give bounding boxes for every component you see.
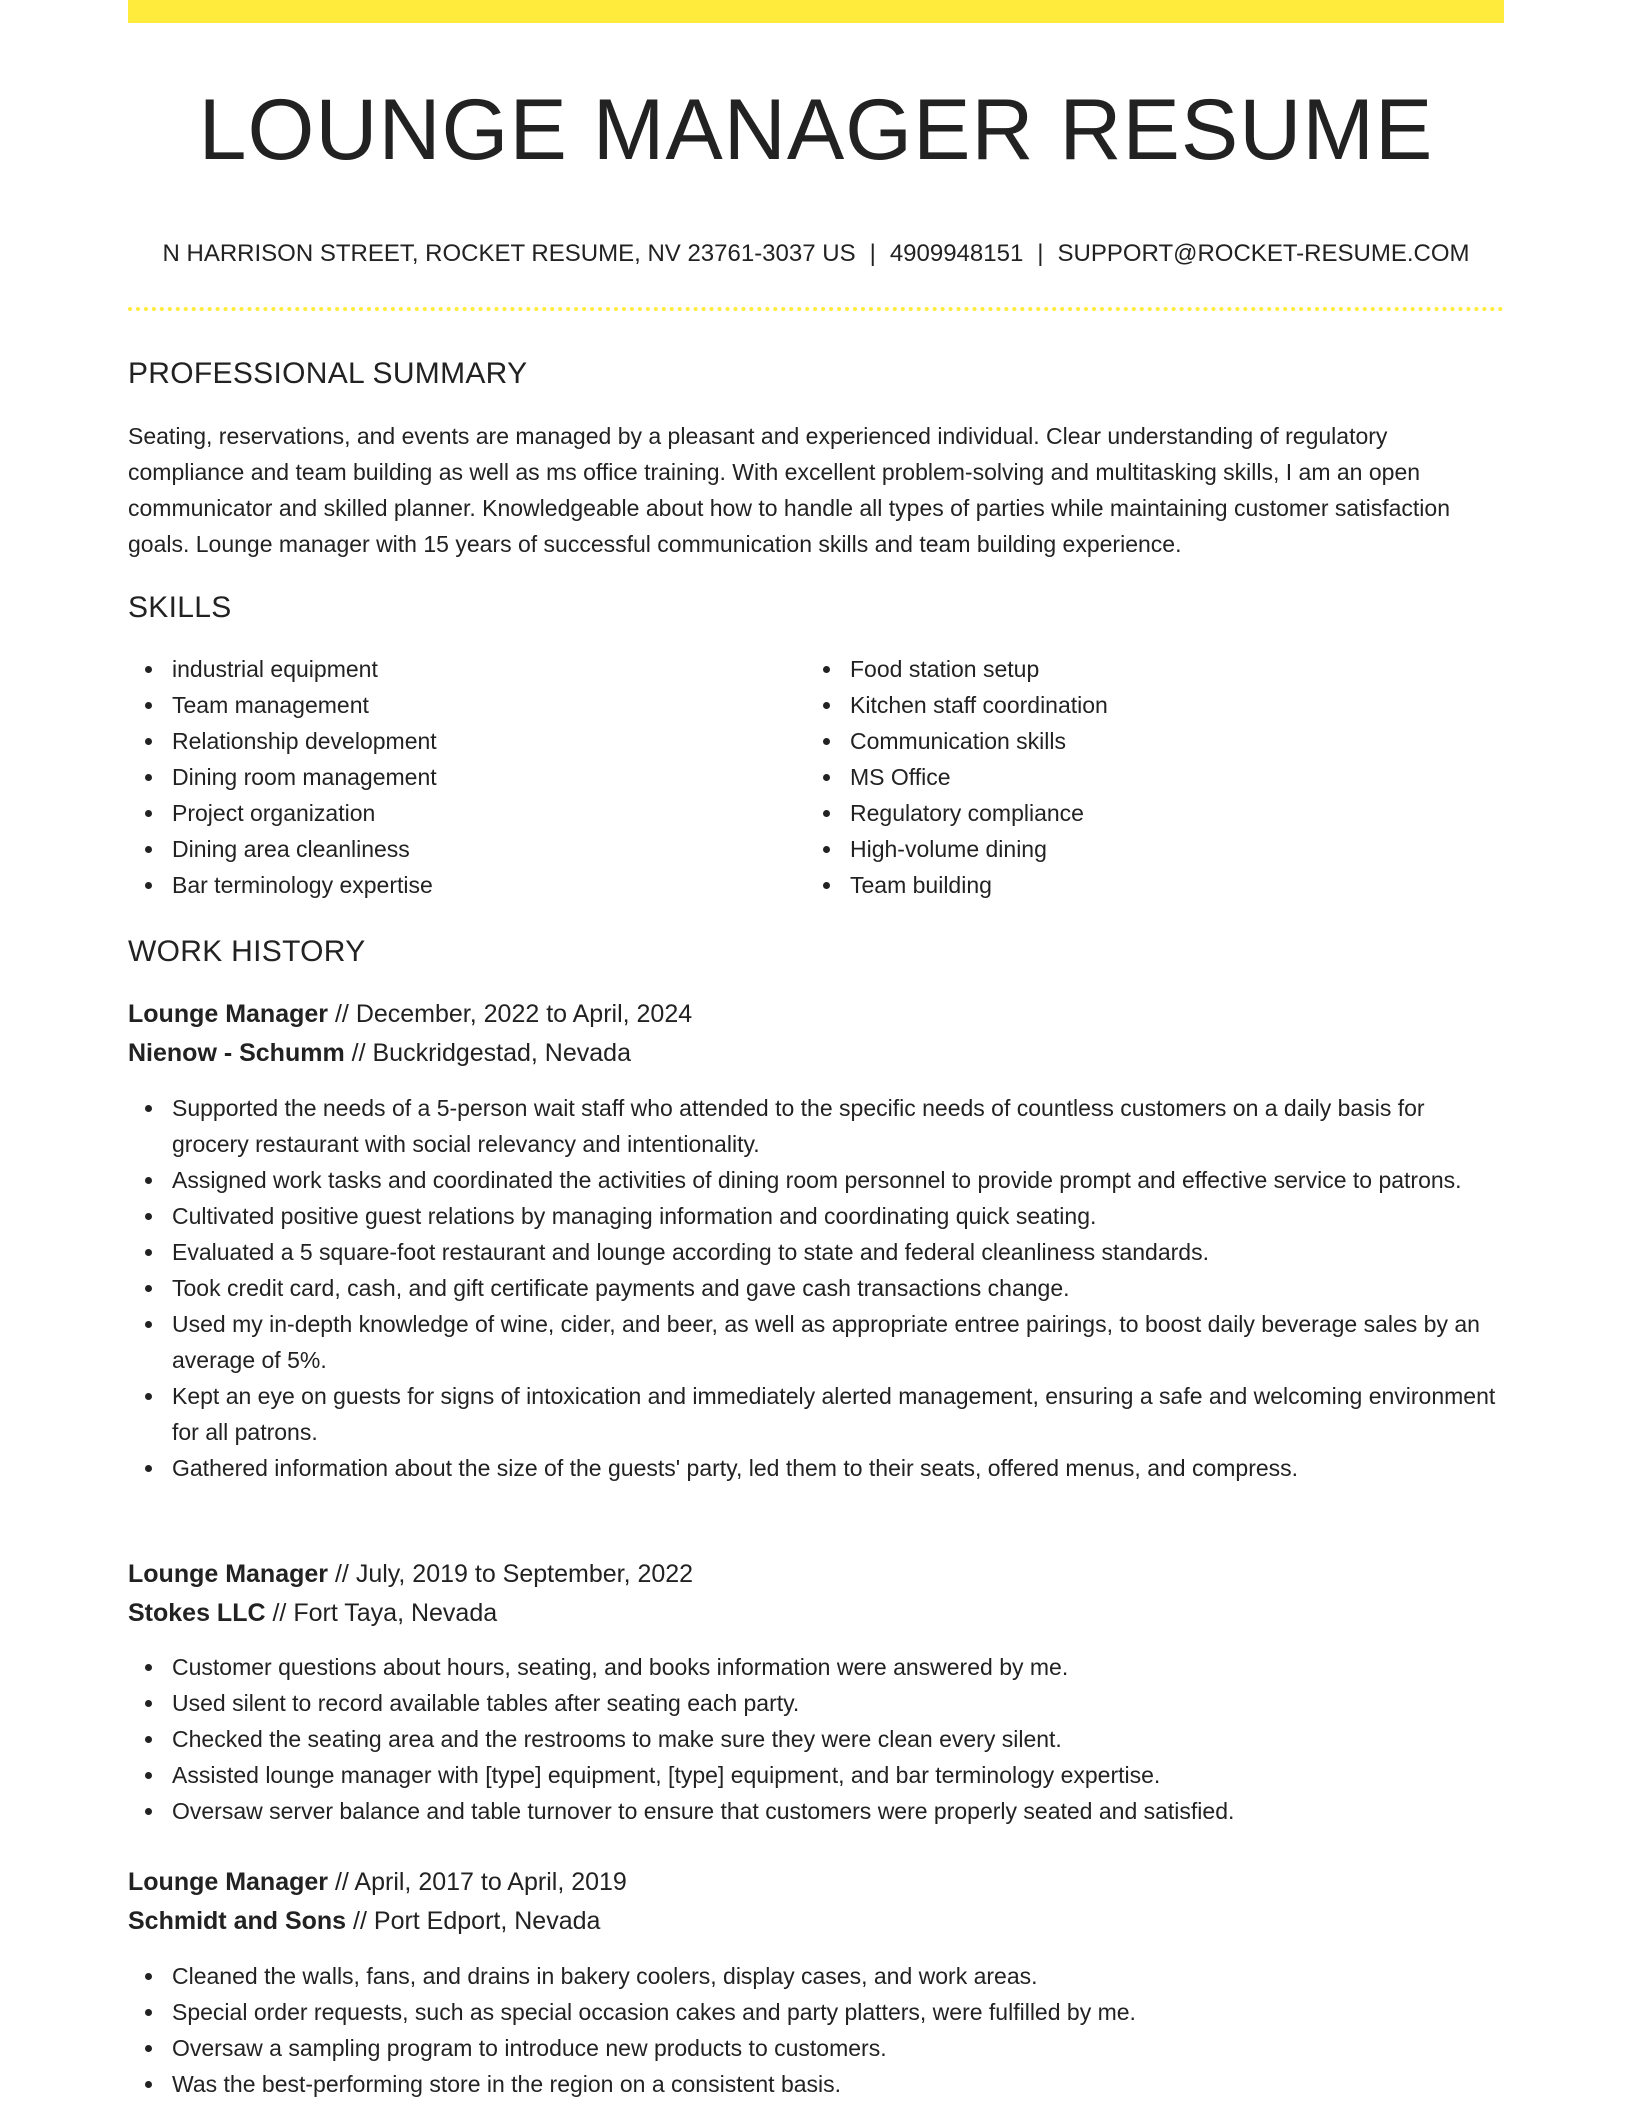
skill-item: industrial equipment <box>128 651 808 687</box>
contact-line <box>128 236 1504 272</box>
job-bullets <box>128 1649 1504 1829</box>
contact-separator: | <box>869 240 876 267</box>
skill-item: Communication skills <box>806 723 1486 759</box>
job-bullet: Evaluated a 5 square-foot restaurant and lounge according to state and federal cleanliness standards. <box>128 1234 1504 1270</box>
skills-heading: SKILLS <box>128 591 232 624</box>
job-bullet: Supported the needs of a 5-person wait staff who attended to the specific needs of countless customers on a daily basis for grocery restaurant with social relevancy and intentionality. <box>128 1090 1504 1162</box>
job-separator: // <box>265 1599 294 1627</box>
work-history-heading: WORK HISTORY <box>128 935 366 968</box>
job-company-line <box>128 1034 631 1072</box>
job-bullet: Checked the seating area and the restrooms to make sure they were clean every silent. <box>128 1721 1504 1757</box>
skills-list-right <box>806 651 1486 903</box>
job-company: Stokes LLC <box>128 1599 266 1627</box>
job-bullet: Kept an eye on guests for signs of intoxication and immediately alerted management, ensuring a safe and welcoming environment for all patrons. <box>128 1378 1504 1450</box>
skill-item: Relationship development <box>128 723 808 759</box>
job-company: Nienow - Schumm <box>128 1039 345 1067</box>
job-dates: July, 2019 to September, 2022 <box>355 1560 694 1588</box>
skill-item: Team building <box>806 867 1486 903</box>
skill-item: MS Office <box>806 759 1486 795</box>
skill-item: Team management <box>128 687 808 723</box>
job-title-line <box>128 1555 693 1593</box>
job-bullet: Gathered information about the size of the guests' party, led them to their seats, offered menus, and compress. <box>128 1450 1504 1486</box>
top-accent-bar <box>128 0 1504 23</box>
skill-item: Kitchen staff coordination <box>806 687 1486 723</box>
summary-text: Seating, reservations, and events are managed by a pleasant and experienced individual. Clear understanding of regulatory compliance and team building as well as ms office training. With excellent problem-solving and multitasking skills, I am an open communicator and skilled planner. Knowledgeable about how to handle all types of parties while maintaining customer satisfaction goals. Lounge manager with 15 years of successful communication skills and team building experience. <box>128 423 1450 557</box>
skill-item: Food station setup <box>806 651 1486 687</box>
job-bullet: Oversaw a sampling program to introduce new products to customers. <box>128 2030 1504 2066</box>
job-title: Lounge Manager <box>128 1868 329 1896</box>
dotted-divider <box>128 307 1504 311</box>
job-location: Buckridgestad, Nevada <box>372 1039 631 1067</box>
job-bullet: Used silent to record available tables after seating each party. <box>128 1685 1504 1721</box>
job-bullet: Took credit card, cash, and gift certificate payments and gave cash transactions change. <box>128 1270 1504 1306</box>
resume-title: LOUNGE MANAGER RESUME <box>198 82 1434 178</box>
job-bullet: Oversaw server balance and table turnover to ensure that customers were properly seated and satisfied. <box>128 1793 1504 1829</box>
job-title: Lounge Manager <box>128 1560 329 1588</box>
job-company-line <box>128 1594 497 1632</box>
job-bullet: Was the best-performing store in the region on a consistent basis. <box>128 2066 1504 2102</box>
job-separator: // <box>328 1560 356 1588</box>
contact-phone: 4909948151 <box>889 240 1024 267</box>
job-bullet: Assigned work tasks and coordinated the activities of dining room personnel to provide prompt and effective service to patrons. <box>128 1162 1504 1198</box>
job-bullet: Cultivated positive guest relations by managing information and coordinating quick seating. <box>128 1198 1504 1234</box>
job-dates: December, 2022 to April, 2024 <box>355 1000 693 1028</box>
job-separator: // <box>328 1868 355 1896</box>
job-separator: // <box>328 1000 356 1028</box>
job-bullets <box>128 1958 1504 2102</box>
skill-item: Dining area cleanliness <box>128 831 808 867</box>
contact-separator: | <box>1037 240 1044 267</box>
job-company-line <box>128 1902 600 1940</box>
skill-item: Bar terminology expertise <box>128 867 808 903</box>
job-bullet: Used my in-depth knowledge of wine, cider, and beer, as well as appropriate entree pairings, to boost daily beverage sales by an average of 5%. <box>128 1306 1504 1378</box>
job-separator: // <box>346 1907 374 1935</box>
skill-item: Regulatory compliance <box>806 795 1486 831</box>
job-location: Port Edport, Nevada <box>373 1907 601 1935</box>
summary-heading: PROFESSIONAL SUMMARY <box>128 357 528 390</box>
job-bullet: Customer questions about hours, seating, and books information were answered by me. <box>128 1649 1504 1685</box>
job-bullet: Cleaned the walls, fans, and drains in bakery coolers, display cases, and work areas. <box>128 1958 1504 1994</box>
job-dates: April, 2017 to April, 2019 <box>354 1868 627 1896</box>
contact-email: SUPPORT@ROCKET-RESUME.COM <box>1057 240 1470 267</box>
job-title-line <box>128 1863 627 1901</box>
job-bullets <box>128 1090 1504 1486</box>
skills-list-left <box>128 651 808 903</box>
skill-item: Dining room management <box>128 759 808 795</box>
skill-item: High-volume dining <box>806 831 1486 867</box>
job-bullet: Special order requests, such as special occasion cakes and party platters, were fulfilled by me. <box>128 1994 1504 2030</box>
job-title-line <box>128 995 692 1033</box>
job-title: Lounge Manager <box>128 1000 329 1028</box>
job-company: Schmidt and Sons <box>128 1907 347 1935</box>
job-location: Fort Taya, Nevada <box>293 1599 498 1627</box>
job-separator: // <box>344 1039 373 1067</box>
job-bullet: Assisted lounge manager with [type] equipment, [type] equipment, and bar terminology expertise. <box>128 1757 1504 1793</box>
contact-address: N HARRISON STREET, ROCKET RESUME, NV 23761-3037 US <box>162 240 856 267</box>
skill-item: Project organization <box>128 795 808 831</box>
